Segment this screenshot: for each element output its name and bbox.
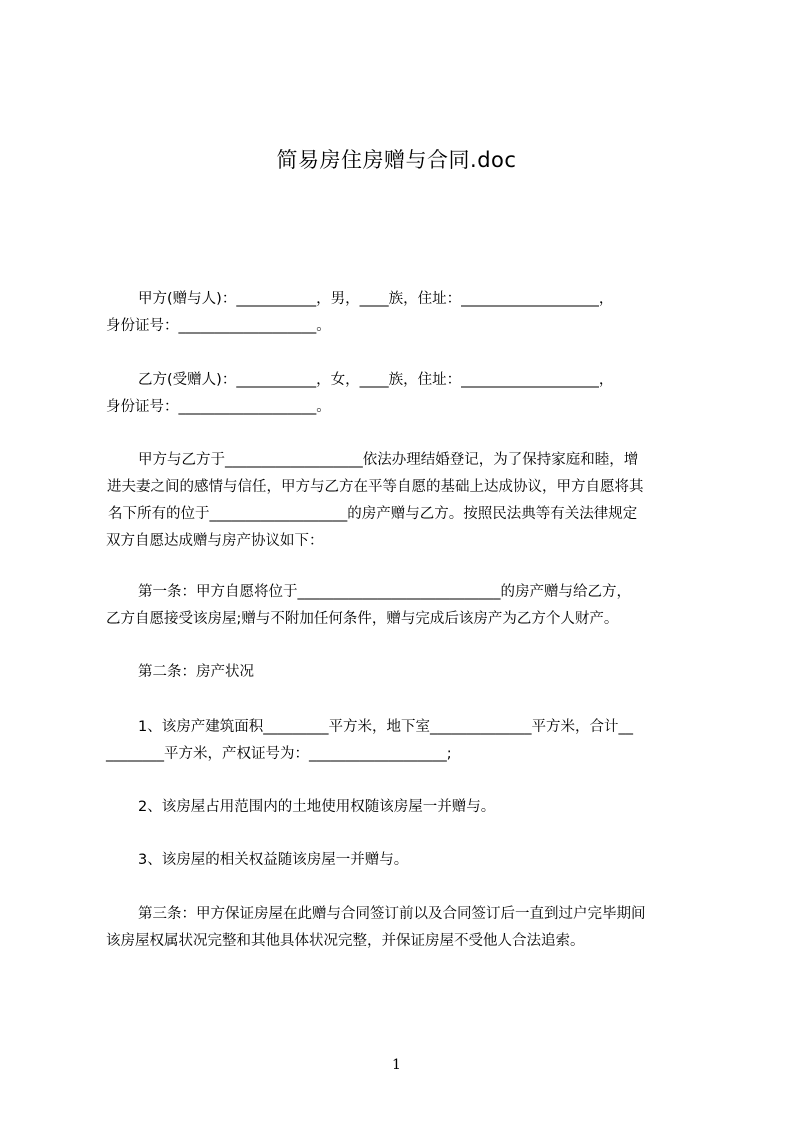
intro-line-4: 双方自愿达成赠与房产协议如下：: [106, 533, 324, 549]
intro-line-2: 进夫妻之间的感情与信任，甲方与乙方在平等自愿的基础上达成协议，甲方自愿将其: [107, 479, 644, 495]
party-b-line-2: 身份证号：___________________。: [106, 399, 331, 415]
article-2-item-3: 3、该房屋的相关权益随该房屋一并赠与。: [138, 852, 409, 868]
party-a-line-2: 身份证号：___________________。: [106, 318, 331, 334]
page-number: 1: [392, 1057, 401, 1073]
intro-line-3: 名下所有的位于___________________的房产赠与乙方。按照民法典等有关法律规定: [108, 506, 638, 522]
party-b-line-1: 乙方(受赠人)：___________，女，____族，住址：___________________，: [138, 372, 614, 388]
article-2-item-1-line-2: ________平方米，产权证号为：___________________;: [106, 746, 452, 762]
article-2-item-2: 2、该房屋占用范围内的土地使用权随该房屋一并赠与。: [138, 799, 496, 815]
party-a-line-1: 甲方(赠与人)：___________，男，____族，住址：___________________，: [138, 291, 614, 307]
article-2-item-1-line-1: 1、该房产建筑面积_________平方米，地下室______________平方米，合计__: [138, 719, 633, 735]
article-1-line-1: 第一条：甲方自愿将位于____________________________的房产赠与给乙方，: [138, 584, 631, 600]
article-3-line-2: 该房屋权属状况完整和其他具体状况完整，并保证房屋不受他人合法追索。: [106, 933, 585, 949]
article-2-heading: 第二条：房产状况: [138, 664, 254, 680]
document-title: 简易房住房赠与合同.doc: [276, 148, 517, 172]
article-1-line-2: 乙方自愿接受该房屋;赠与不附加任何条件，赠与完成后该房产为乙方个人财产。: [106, 611, 619, 627]
intro-line-1: 甲方与乙方于___________________依法办理结婚登记，为了保持家庭和睦，增: [138, 452, 639, 468]
article-3-line-1: 第三条：甲方保证房屋在此赠与合同签订前以及合同签订后一直到过户完毕期间: [138, 906, 646, 922]
